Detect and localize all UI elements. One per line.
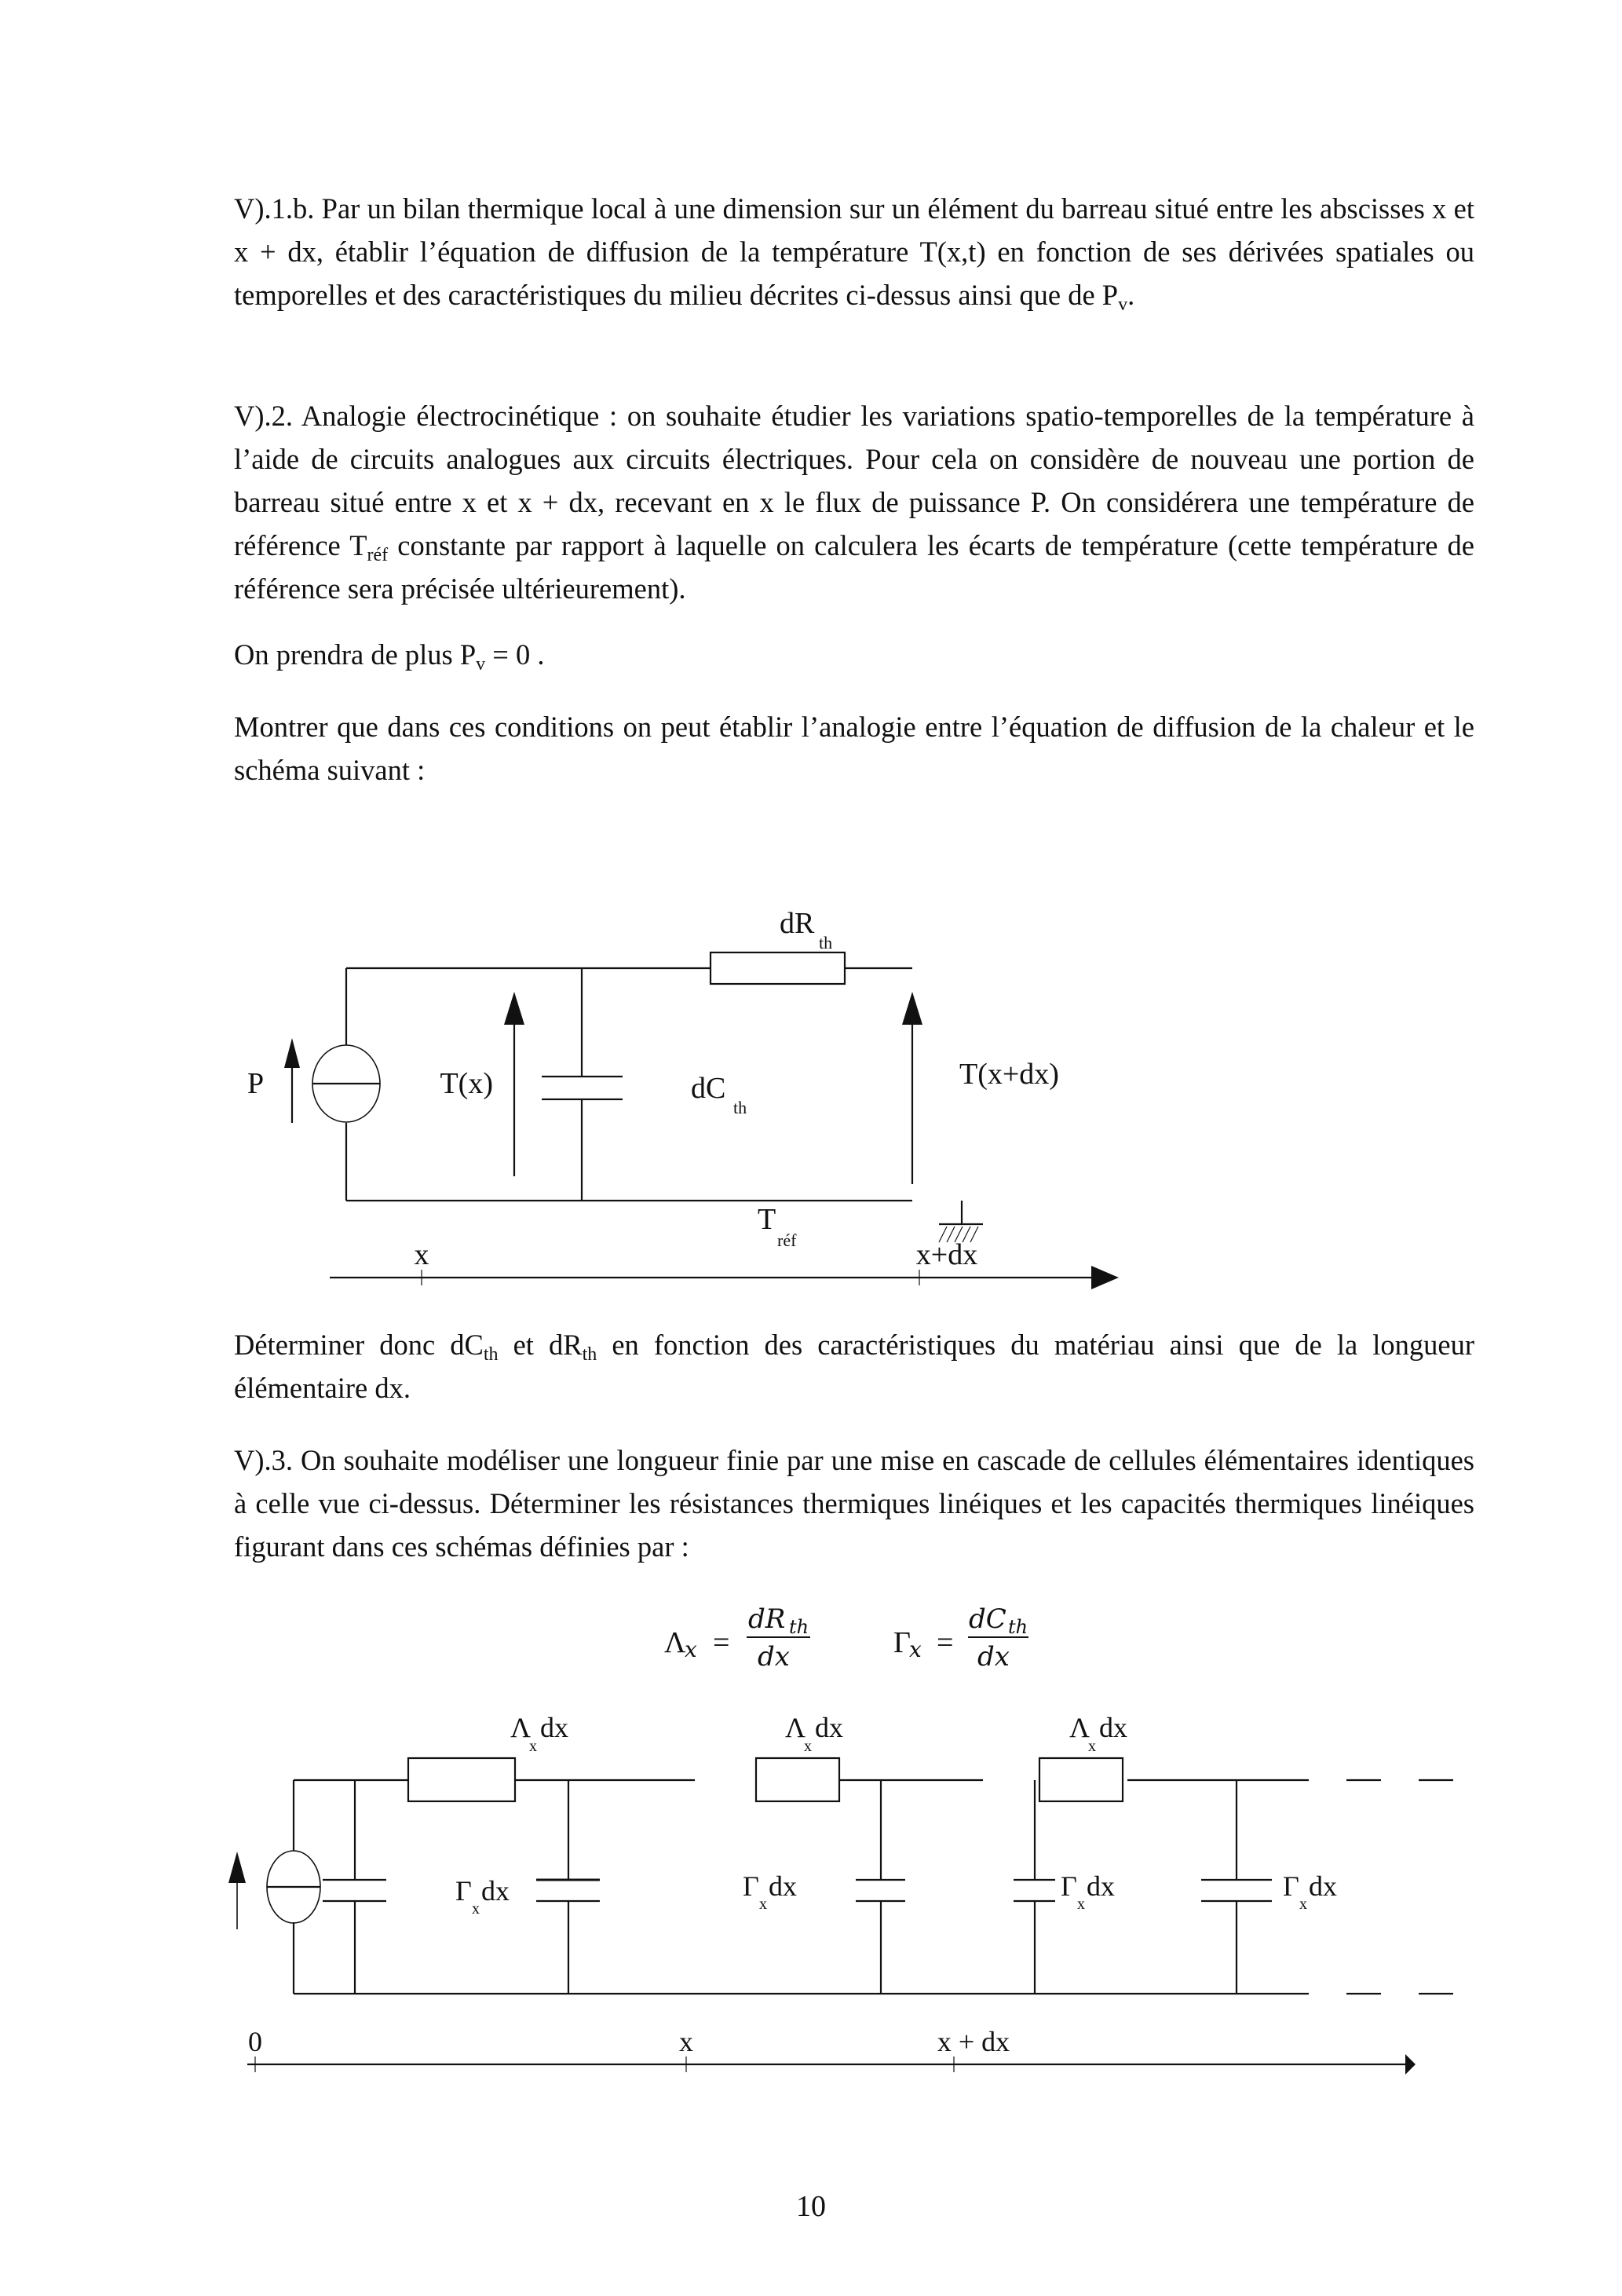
label-dCth-sub: th	[733, 1098, 747, 1117]
section-label: V).1.b.	[234, 192, 315, 225]
label-resistor-3: Λ	[1069, 1712, 1090, 1743]
paragraph-end: .	[1127, 279, 1135, 311]
eq-gamma-den: dx	[977, 1641, 1010, 1673]
label-resistor-3-sub: x	[1088, 1738, 1096, 1755]
paragraph-text: On prendra de plus P	[234, 638, 477, 671]
label-dRth: dR	[780, 907, 815, 940]
label-cap-5-sub: x	[1299, 1896, 1307, 1913]
paragraph-text: Déterminer donc dC	[234, 1329, 484, 1361]
paragraph-text-cont: et dR	[498, 1329, 583, 1361]
label-cap-2-suffix: dx	[769, 1870, 797, 1902]
label-resistor-3-suffix: dx	[1099, 1712, 1127, 1743]
ground-hatch-icon	[939, 1227, 978, 1242]
axis-label-0: 0	[248, 2026, 262, 2057]
label-dCth: dC	[691, 1072, 726, 1105]
eq-lambda-den: dx	[758, 1641, 790, 1673]
label-resistor-2-suffix: dx	[815, 1712, 843, 1743]
paragraph-v1b	[234, 187, 1474, 316]
paragraph-v3	[234, 1439, 1474, 1568]
label-resistor-1-suffix: dx	[540, 1712, 568, 1743]
axis-label-xdx: x+dx	[915, 1238, 978, 1271]
axis-label-xdx: x + dx	[937, 2026, 1010, 2057]
label-Tref-sub: réf	[777, 1230, 797, 1250]
paragraph-v2	[234, 394, 1474, 610]
section-label: V).2.	[234, 400, 294, 432]
eq-gamma-num-sub: th	[1008, 1616, 1028, 1638]
label-cap-5: Γ	[1283, 1870, 1299, 1902]
eq-lambda-sub: x	[685, 1636, 697, 1662]
paragraph-text: Montrer que dans ces conditions on peut établir l’analogie entre l’équation de diffusion de la chaleur et le schéma suivant :	[234, 711, 1474, 786]
paragraph-determine	[234, 1323, 1474, 1409]
label-cap-2: Γ	[743, 1870, 759, 1902]
paragraph-text-cont: en fonction des caractéristiques du matériau ainsi que de la longueur élémentaire dx.	[234, 1329, 1474, 1404]
label-resistor-2-sub: x	[804, 1738, 812, 1755]
axis-label-x: x	[414, 1238, 429, 1271]
eq-gamma-sub: x	[909, 1636, 922, 1662]
axis-arrow-head-icon	[1091, 1266, 1119, 1289]
subscript: v	[1118, 294, 1128, 315]
subscript: th	[582, 1344, 597, 1365]
label-dRth-sub: th	[819, 933, 833, 952]
resistor-1	[408, 1758, 515, 1801]
label-Tx: T(x)	[440, 1067, 493, 1100]
label-resistor-2: Λ	[785, 1712, 806, 1743]
resistor-3b	[1039, 1758, 1123, 1801]
axis-label-x: x	[679, 2026, 693, 2057]
section-label: V).3.	[234, 1444, 294, 1476]
label-cap-2-sub: x	[759, 1896, 767, 1913]
paragraph-text: Par un bilan thermique local à une dimension sur un élément du barreau situé entre les abscisses x et x + dx, établir l’équation de diffusion de la température T(x,t) en fonction de ses dérivées spatiales ou temporelles et des caractéristiques du milieu décrites ci-dessus ainsi que de P	[234, 192, 1475, 311]
current-source-icon	[267, 1851, 320, 1923]
eq-gamma-num: dC	[969, 1603, 1006, 1635]
label-cap-1-suffix: dx	[481, 1875, 510, 1907]
resistor-dRth	[711, 952, 845, 984]
paragraph-analogy	[234, 705, 1474, 792]
label-cap-1-sub: x	[472, 1900, 480, 1918]
label-cap-4-suffix: dx	[1087, 1870, 1115, 1902]
eq-lambda-equals: =	[713, 1626, 730, 1659]
page-number: 10	[796, 2190, 826, 2223]
axis-arrow-head-icon	[1405, 2054, 1416, 2075]
eq-lambda-symbol: Λ	[664, 1626, 686, 1659]
eq-gamma-symbol: Γ	[893, 1626, 911, 1659]
subscript: v	[476, 654, 486, 675]
label-P: P	[247, 1067, 265, 1100]
label-cap-1: Γ	[455, 1875, 472, 1907]
label-cap-4: Γ	[1061, 1870, 1077, 1902]
paragraph-condition	[234, 633, 1474, 676]
label-Txdx: T(x+dx)	[959, 1058, 1059, 1091]
eq-gamma-equals: =	[937, 1626, 954, 1659]
subscript: réf	[367, 545, 389, 565]
eq-lambda-num: dR	[748, 1603, 786, 1635]
label-resistor-1: Λ	[510, 1712, 532, 1743]
current-source-icon	[312, 1045, 380, 1122]
subscript: th	[483, 1344, 499, 1365]
paragraph-text-cont: constante par rapport à laquelle on calculera les écarts de température (cette température de référence sera précisée ultérieurement).	[234, 529, 1474, 605]
label-cap-4-sub: x	[1077, 1896, 1085, 1913]
arrow-Tx-head-icon	[504, 992, 524, 1025]
label-cap-5-suffix: dx	[1309, 1870, 1337, 1902]
arrow-source-head-icon	[228, 1852, 246, 1883]
label-resistor-1-sub: x	[529, 1738, 537, 1755]
paragraph-text: Analogie électrocinétique : on souhaite étudier les variations spatio-temporelles de la température à l’aide de circuits analogues aux circuits électriques. Pour cela on considère de nouveau une portion de barreau situé entre x et x + dx, recevant en x le flux de puissance P. On considérera une température de référence T	[234, 400, 1474, 561]
label-Tref: T	[758, 1203, 776, 1236]
eq-lambda-num-sub: th	[789, 1616, 809, 1638]
paragraph-text: On souhaite modéliser une longueur finie par une mise en cascade de cellules élémentaires identiques à celle vue ci-dessus. Déterminer les résistances thermiques linéiques et les capacités thermiques linéiques figurant dans ces schémas définies par :	[234, 1444, 1475, 1563]
arrow-Txdx-head-icon	[902, 992, 922, 1025]
resistor-2	[756, 1758, 839, 1801]
arrow-P-head-icon	[284, 1038, 300, 1068]
paragraph-text-cont: = 0 .	[485, 638, 545, 671]
